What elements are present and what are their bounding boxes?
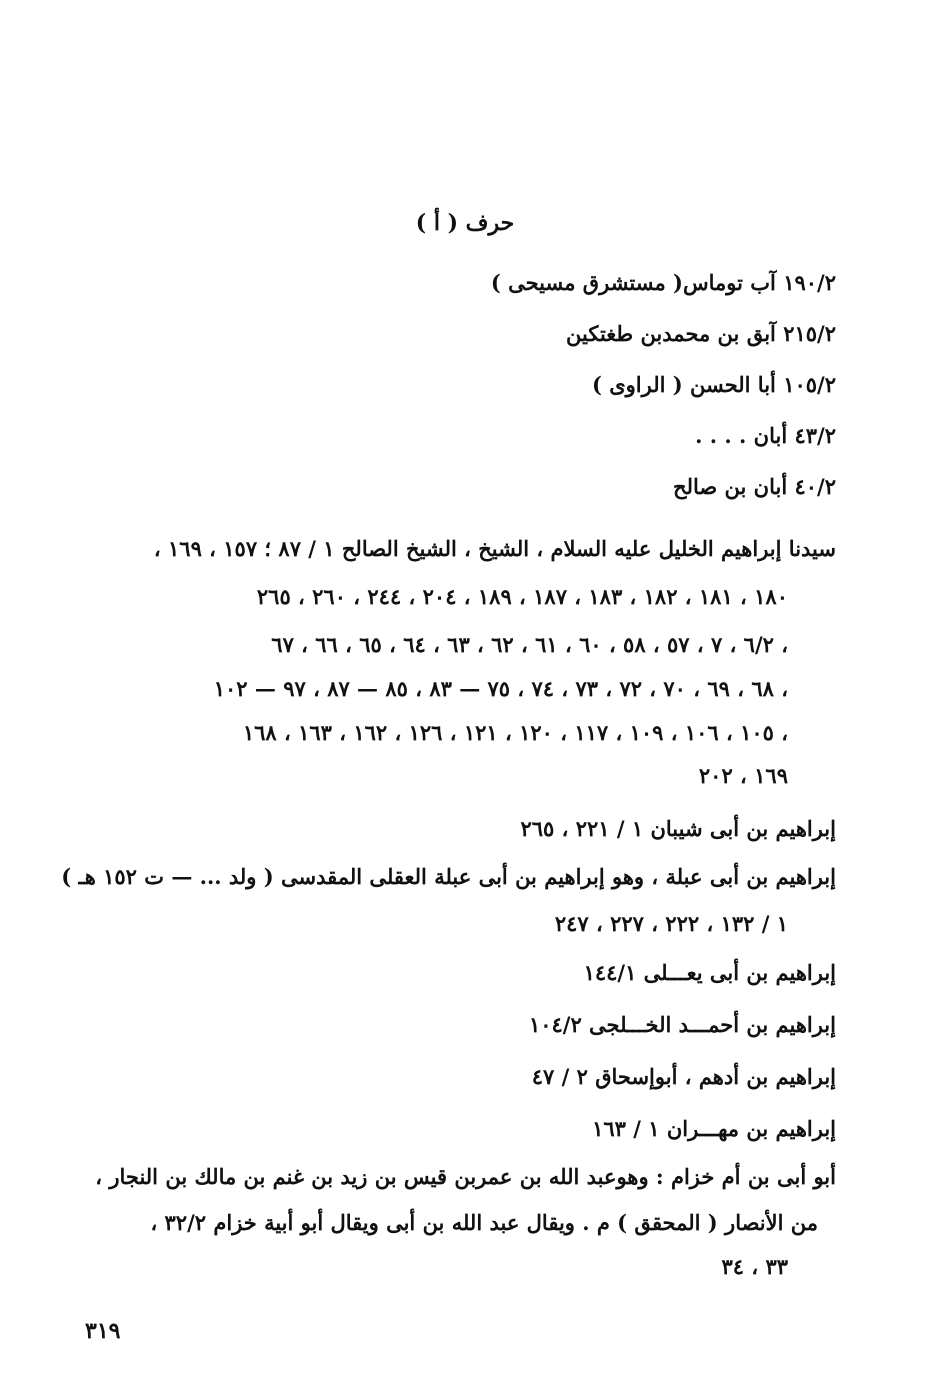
index-entry-line: إبراهيم بن مهـــران ١ / ١٦٣: [592, 1116, 836, 1141]
entry-name: آبق بن محمدبن طغتكين: [566, 321, 776, 346]
entry-ref: ٤٣/٢: [794, 423, 836, 448]
index-entry-line: ١ / ١٣٢ ، ٢٢٢ ، ٢٢٧ ، ٢٤٧: [554, 911, 788, 936]
index-entry: [456, 425, 836, 446]
index-entry: [456, 323, 836, 344]
entry-name: أبان . . . .: [695, 423, 788, 448]
index-entry-line: سيدنا إبراهيم الخليل عليه السلام ، الشيخ ، الشيخ الصالح ١ / ٨٧ ؛ ١٥٧ ، ١٦٩ ،: [153, 536, 836, 561]
index-entry-line: ٦٨ ، ٦٩ ، ٧٠ ، ٧٢ ، ٧٣ ، ٧٤ ، ٧٥ — ٨٣ ، ٨٥ — ٨٧ ، ٩٧ — ١٠٢ ،: [213, 676, 788, 701]
index-entry-line: إبراهيم بن أحمـــد الخـــلجى ١٠٤/٢: [528, 1012, 836, 1037]
index-entry-line: إبراهيم بن أبى يعـــلى ١٤٤/١: [583, 960, 836, 985]
entry-name: أبا الحسن ( الراوى ): [591, 372, 776, 397]
entry-ref: ١٩٠/٢: [783, 270, 836, 295]
page-number: ٣١٩: [85, 1318, 121, 1344]
entry-ref: ١٠٥/٢: [783, 372, 836, 397]
index-entry-line: ١٨٠ ، ١٨١ ، ١٨٢ ، ١٨٣ ، ١٨٧ ، ١٨٩ ، ٢٠٤ ، ٢٤٤ ، ٢٦٠ ، ٢٦٥: [256, 584, 788, 609]
entry-name: أبان بن صالح: [673, 474, 788, 499]
index-entry: [456, 374, 836, 395]
index-entry-line: إبراهيم بن أبى شيبان ١ / ٢٢١ ، ٢٦٥: [520, 816, 836, 841]
entry-ref: ٤٠/٢: [794, 474, 836, 499]
index-entry-line: من الأنصار ( المحقق ) م . ويقال عبد الله بن أبى ويقال أبو أبية خزام ٣٢/٢ ،: [150, 1210, 818, 1235]
index-entry-line: إبراهيم بن أدهم ، أبوإسحاق ٢ / ٤٧: [531, 1064, 836, 1089]
index-entry: [456, 476, 836, 497]
index-entry-line: ٦/٢ ، ٧ ، ٥٧ ، ٥٨ ، ٦٠ ، ٦١ ، ٦٢ ، ٦٣ ، ٦٤ ، ٦٥ ، ٦٦ ، ٦٧ ،: [271, 632, 788, 657]
entry-ref: ٢١٥/٢: [783, 321, 836, 346]
index-entry: [456, 272, 836, 293]
index-entry-line: ٣٣ ، ٣٤: [721, 1254, 788, 1279]
index-entry-line: إبراهيم بن أبى عبلة ، وهو إبراهيم بن أبى عبلة العقلى المقدسى ( ولد ... — ت ١٥٢ هـ ): [61, 864, 836, 889]
index-entry-line: ١٠٥ ، ١٠٦ ، ١٠٩ ، ١١٧ ، ١٢٠ ، ١٢١ ، ١٢٦ ، ١٦٢ ، ١٦٣ ، ١٦٨ ،: [242, 720, 788, 745]
section-heading: حرف ( أ ): [415, 210, 515, 236]
entry-name: آب توماس( مستشرق مسيحى ): [490, 270, 776, 295]
index-entry-line: ١٦٩ ، ٢٠٢: [698, 763, 788, 788]
index-entry-line: أبو أبى بن أم خزام : وهوعبد الله بن عمربن قيس بن زيد بن غنم بن مالك بن النجار ،: [95, 1164, 836, 1189]
